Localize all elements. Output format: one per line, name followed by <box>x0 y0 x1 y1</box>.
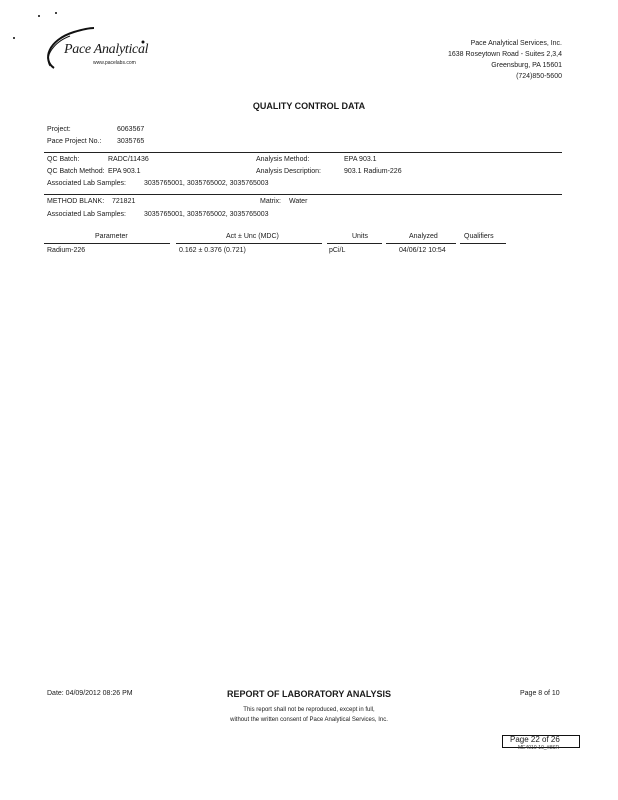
project-label: Project: <box>47 126 71 133</box>
matrix-label: Matrix: <box>260 198 281 205</box>
qc-batch-label: QC Batch: <box>47 156 80 163</box>
page-count-text: Page 22 of 26 <box>510 735 560 744</box>
pace-project-value: 3035765 <box>117 138 145 145</box>
page-number: Page 8 of 10 <box>520 690 560 697</box>
table-row <box>0 247 618 257</box>
pace-project-label: Pace Project No.: <box>47 138 102 145</box>
company-name: Pace Analytical Services, Inc. <box>470 40 562 47</box>
table-header-rule <box>44 243 170 244</box>
document-title: QUALITY CONTROL DATA <box>252 101 366 111</box>
column-header-units: Units <box>352 233 368 240</box>
analysis-description-value: 903.1 Radium-226 <box>344 168 402 175</box>
divider <box>44 194 562 195</box>
table-header-rule <box>176 243 322 244</box>
analysis-method-label: Analysis Method: <box>256 156 310 163</box>
disclaimer-line2: without the written consent of Pace Analytical Services, Inc. <box>230 717 388 723</box>
phone-number: (724)850-5600 <box>516 73 562 80</box>
qc-batch-method-value: EPA 903.1 <box>108 168 141 175</box>
report-title: REPORT OF LABORATORY ANALYSIS <box>226 689 392 699</box>
qc-batch-method-label: QC Batch Method: <box>47 168 105 175</box>
column-header-qualifiers: Qualifiers <box>464 233 494 240</box>
mb-associated-samples-value: 3035765001, 3035765002, 3035765003 <box>144 211 269 218</box>
company-logo <box>40 22 150 72</box>
associated-samples-label: Associated Lab Samples: <box>47 180 126 187</box>
disclaimer <box>0 705 618 725</box>
method-blank-value: 721821 <box>112 198 136 205</box>
table-header-rule <box>386 243 456 244</box>
disclaimer-line1: This report shall not be reproduced, except in full, <box>243 707 375 713</box>
address-line1: 1638 Roseytown Road - Suites 2,3,4 <box>447 51 562 58</box>
matrix-value: Water <box>289 198 308 205</box>
column-header-analyzed: Analyzed <box>409 233 438 240</box>
form-code: ME4010-10_#8SR <box>518 745 560 751</box>
project-value: 6063567 <box>117 126 145 133</box>
analysis-method-value: EPA 903.1 <box>344 156 377 163</box>
scan-speck <box>13 37 15 39</box>
address-line2: Greensburg, PA 15601 <box>491 62 562 69</box>
logo-text: Pace Analytical <box>64 42 149 57</box>
logo-url: www.pacelabs.com <box>93 60 136 66</box>
table-header-rule <box>327 243 382 244</box>
table-header-rule <box>460 243 506 244</box>
company-address <box>448 38 562 82</box>
mb-associated-samples-label: Associated Lab Samples: <box>47 211 126 218</box>
column-header-parameter: Parameter <box>95 233 128 240</box>
scan-speck <box>55 12 57 14</box>
qc-batch-value: RADC/11436 <box>108 156 149 163</box>
divider <box>44 152 562 153</box>
cell-units: pCi/L <box>329 247 346 254</box>
column-header-activity: Act ± Unc (MDC) <box>226 233 279 240</box>
cell-analyzed: 04/06/12 10:54 <box>399 247 446 254</box>
associated-samples-value: 3035765001, 3035765002, 3035765003 <box>144 180 269 187</box>
cell-activity: 0.162 ± 0.376 (0.721) <box>179 247 246 254</box>
analysis-description-label: Analysis Description: <box>256 168 321 175</box>
report-date: Date: 04/09/2012 08:26 PM <box>47 690 133 697</box>
method-blank-label: METHOD BLANK: <box>47 198 105 205</box>
scan-speck <box>38 15 40 17</box>
cell-parameter: Radium-226 <box>47 247 86 254</box>
